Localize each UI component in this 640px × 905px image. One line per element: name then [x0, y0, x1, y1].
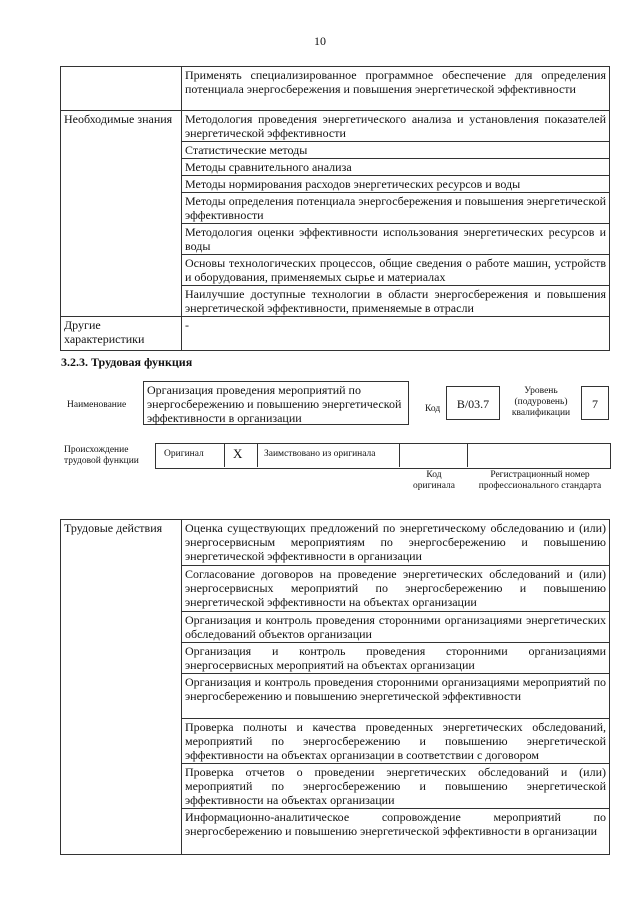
knowledge-label: Необходимые знания — [61, 111, 182, 317]
other-label: Другие характеристики — [61, 317, 182, 351]
function-code: B/03.7 — [446, 386, 500, 420]
action-item: Организация и контроль проведения сторонними организациями мероприятий по энергосбережению и повышению энергетической эффективности — [182, 674, 610, 719]
origin-original: Оригинал — [164, 449, 204, 459]
origin-label: Происхождение трудовой функции — [64, 445, 139, 466]
code-caption: Код оригинала — [413, 470, 455, 491]
function-name: Организация проведения мероприятий по энергосбережению и повышению энергетической эффективности в организации — [143, 381, 409, 425]
actions-table — [60, 519, 610, 855]
action-item: Информационно-аналитическое сопровождение мероприятий по энергосбережению и повышению энергетической эффективности в организации — [182, 809, 610, 855]
origin-borrowed: Заимствовано из оригинала — [264, 449, 376, 459]
page-number: 10 — [314, 34, 326, 48]
level-value: 7 — [581, 386, 609, 420]
knowledge-item: Методы сравнительного анализа — [182, 159, 610, 176]
action-item: Организация и контроль проведения сторонними организациями энергетических обследований объектов организации — [182, 612, 610, 643]
skills-table — [60, 66, 610, 351]
action-item: Организация и контроль проведения сторонними организациями энергосервисных мероприятий на объектах организации — [182, 643, 610, 674]
knowledge-item: Статистические методы — [182, 142, 610, 159]
code-label: Код — [425, 404, 441, 414]
action-item: Оценка существующих предложений по энергетическому обследованию и (или) энергосервисным мероприятиям по энергосбережению и повышению энергетической эффективности в организации — [182, 520, 610, 566]
knowledge-item: Методология проведения энергетического анализа и установления показателей энергетической эффективности — [182, 111, 610, 142]
knowledge-item: Методы определения потенциала энергосбережения и повышения энергетической эффективности — [182, 193, 610, 224]
knowledge-item: Методы нормирования расходов энергетических ресурсов и воды — [182, 176, 610, 193]
actions-label: Трудовые действия — [61, 520, 182, 855]
section-title: 3.2.3. Трудовая функция — [61, 355, 193, 369]
level-label: Уровень (подуровень) квалификации — [511, 386, 571, 418]
origin-mark: X — [233, 446, 243, 461]
knowledge-item: Методология оценки эффективности использования энергетических ресурсов и воды — [182, 224, 610, 255]
skills-label-empty — [61, 67, 182, 111]
reg-caption: Регистрационный номер профессионального стандарта — [478, 470, 602, 491]
action-item: Проверка отчетов о проведении энергетических обследований и (или) мероприятий по энергосбережению и повышению энергетической эффективности на объектах организации — [182, 764, 610, 809]
name-label: Наименование — [67, 400, 127, 410]
knowledge-item: Основы технологических процессов, общие сведения о работе машин, устройств и оборудования, применяемых сырье и материалах — [182, 255, 610, 286]
skill-item: Применять специализированное программное обеспечение для определения потенциала энергосбережения и повышения энергетической эффективности — [182, 67, 610, 111]
action-item: Проверка полноты и качества проведенных энергетических обследований, мероприятий по энергосбережению и повышению энергетической эффективности на объектах организации в соответствии с договором — [182, 719, 610, 764]
action-item: Согласование договоров на проведение энергетических обследований и (или) энергосервисных мероприятий по энергосбережению и повышению энергетической эффективности на объектах организации — [182, 566, 610, 612]
knowledge-item: Наилучшие доступные технологии в области энергосбережения и повышения энергетической эффективности, применяемые в отрасли — [182, 286, 610, 317]
other-value: - — [182, 317, 610, 351]
